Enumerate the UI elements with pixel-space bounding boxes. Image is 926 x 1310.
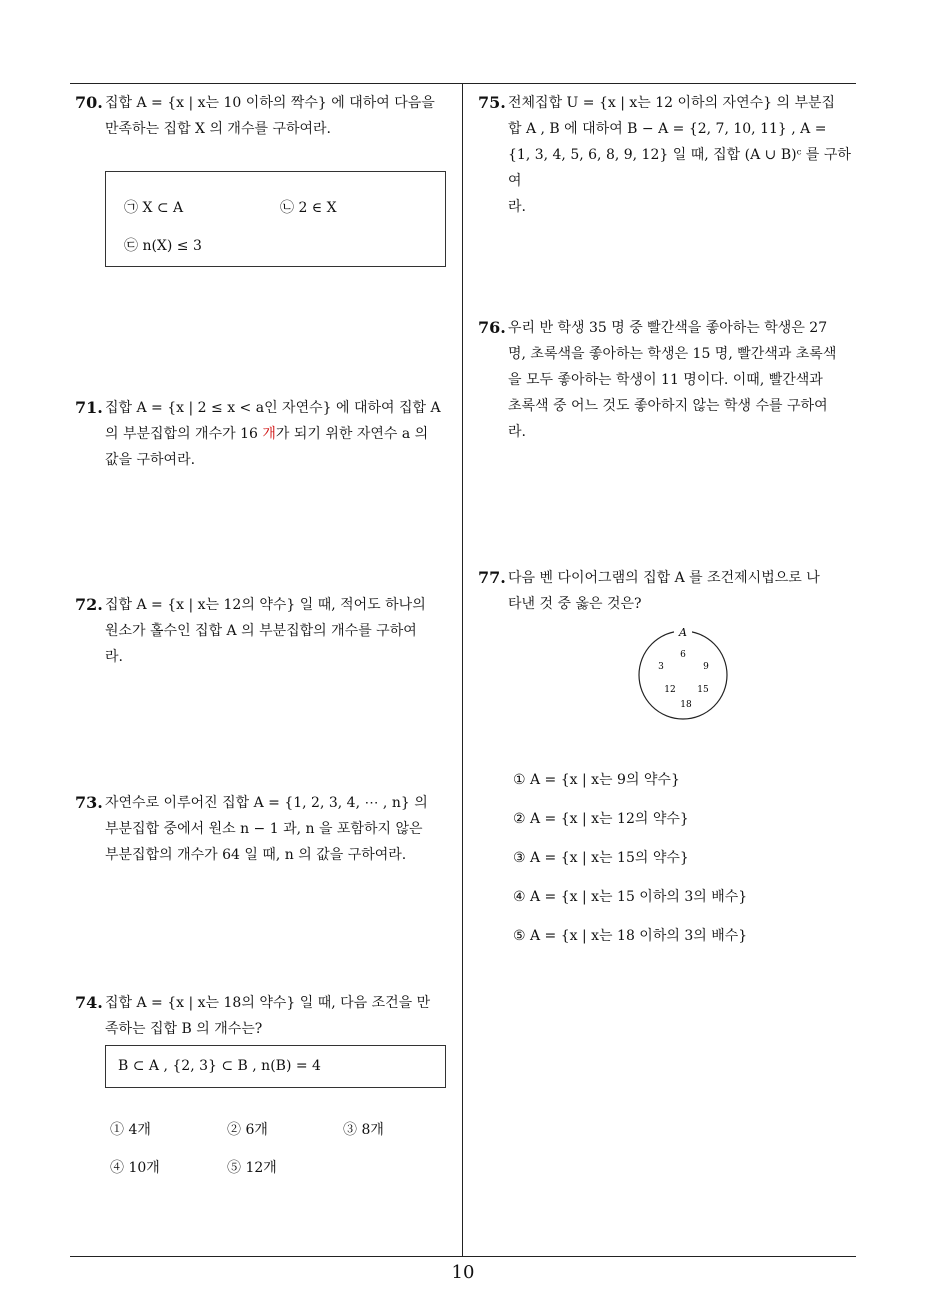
question-text: 우리 반 학생 35 명 중 빨간색을 좋아하는 학생은 27 [508, 320, 828, 336]
question-number: 71. [75, 398, 103, 417]
top-rule [70, 83, 856, 84]
venn-label: A [679, 626, 687, 639]
question-text: 타낸 것 중 옳은 것은? [508, 596, 642, 612]
answer-choice-1[interactable]: ① A = {x | x는 9의 약수} [513, 772, 680, 788]
question-text: 원소가 홀수인 집합 A 의 부분집합의 개수를 구하여 [105, 623, 417, 639]
question-text: 족하는 집합 B 의 개수는? [105, 1021, 263, 1037]
answer-choice-2[interactable]: ② 6개 [227, 1122, 268, 1138]
venn-element: 3 [658, 662, 664, 672]
question-text: 부분집합의 개수가 64 일 때, n 의 값을 구하여라. [105, 847, 407, 863]
question-number: 74. [75, 993, 103, 1012]
question-number: 75. [478, 93, 506, 112]
answer-choice-5[interactable]: ⑤ 12개 [227, 1160, 277, 1176]
answer-choice-3[interactable]: ③ 8개 [343, 1122, 384, 1138]
venn-element: 12 [664, 685, 676, 695]
venn-element: 15 [697, 685, 709, 695]
question-text: 전체집합 U = {x | x는 12 이하의 자연수} 의 부분집 [508, 95, 836, 111]
question-76 [478, 315, 860, 445]
venn-element: 18 [680, 700, 692, 710]
highlighted-word: 개 [262, 426, 276, 442]
answer-choice-1[interactable]: ① 4개 [110, 1122, 151, 1138]
answer-choice-2[interactable]: ② A = {x | x는 12의 약수} [513, 811, 689, 827]
question-text: 합 A , B 에 대하여 B − A = {2, 7, 10, 11} , A = [508, 121, 827, 137]
answer-choice-4[interactable]: ④ A = {x | x는 15 이하의 3의 배수} [513, 889, 748, 905]
question-73 [75, 790, 457, 868]
question-text: 집합 A = {x | x는 18의 약수} 일 때, 다음 조건을 만 [105, 995, 431, 1011]
condition-3: ㉢ n(X) ≤ 3 [124, 238, 202, 254]
question-text: 자연수로 이루어진 집합 A = {1, 2, 3, 4, ⋯ , n} 의 [105, 795, 428, 811]
question-number: 70. [75, 93, 103, 112]
answer-choice-5[interactable]: ⑤ A = {x | x는 18 이하의 3의 배수} [513, 928, 748, 944]
question-text: 부분집합 중에서 원소 n − 1 과, n 을 포함하지 않은 [105, 821, 423, 837]
condition-2: ㉡ 2 ∈ X [280, 200, 337, 216]
venn-diagram [630, 622, 736, 728]
column-divider [462, 84, 463, 1256]
condition-text: B ⊂ A , {2, 3} ⊂ B , n(B) = 4 [118, 1058, 321, 1074]
question-text: {1, 3, 4, 5, 6, 8, 9, 12} 일 때, 집합 (A ∪ B)ᶜ 를 구하여 [508, 147, 851, 189]
condition-1: ㉠ X ⊂ A [124, 200, 184, 216]
question-text: 집합 A = {x | x는 10 이하의 짝수} 에 대하여 다음을 [105, 95, 435, 111]
question-text: 만족하는 집합 X 의 개수를 구하여라. [105, 121, 332, 137]
condition-box [105, 1045, 446, 1088]
answer-choice-4[interactable]: ④ 10개 [110, 1160, 160, 1176]
condition-box [105, 171, 446, 267]
question-number: 72. [75, 595, 103, 614]
question-text: 다음 벤 다이어그램의 집합 A 를 조건제시법으로 나 [508, 570, 820, 586]
question-70 [75, 90, 457, 142]
question-text: 집합 A = {x | x는 12의 약수} 일 때, 적어도 하나의 [105, 597, 426, 613]
question-text: 초록색 중 어느 것도 좋아하지 않는 학생 수를 구하여 [508, 398, 828, 414]
question-number: 73. [75, 793, 103, 812]
answer-choice-3[interactable]: ③ A = {x | x는 15의 약수} [513, 850, 689, 866]
question-text: 라. [508, 199, 526, 215]
question-number: 77. [478, 568, 506, 587]
question-text: 값을 구하여라. [105, 452, 196, 468]
venn-element: 9 [703, 662, 709, 672]
question-text: 의 부분집합의 개수가 16 개가 되기 위한 자연수 a 의 [105, 426, 429, 442]
bottom-rule [70, 1256, 856, 1257]
question-74 [75, 990, 457, 1042]
question-71 [75, 395, 457, 473]
question-number: 76. [478, 318, 506, 337]
question-text: 명, 초록색을 좋아하는 학생은 15 명, 빨간색과 초록색 [508, 346, 837, 362]
question-75 [478, 90, 860, 220]
question-text: 라. [105, 649, 123, 665]
question-72 [75, 592, 457, 670]
question-text: 을 모두 좋아하는 학생이 11 명이다. 이때, 빨간색과 [508, 372, 823, 388]
question-text: 집합 A = {x | 2 ≤ x < a인 자연수} 에 대하여 집합 A [105, 400, 441, 416]
venn-element: 6 [680, 650, 686, 660]
question-text: 라. [508, 424, 526, 440]
page-number: 10 [451, 1262, 475, 1283]
question-77 [478, 565, 860, 617]
